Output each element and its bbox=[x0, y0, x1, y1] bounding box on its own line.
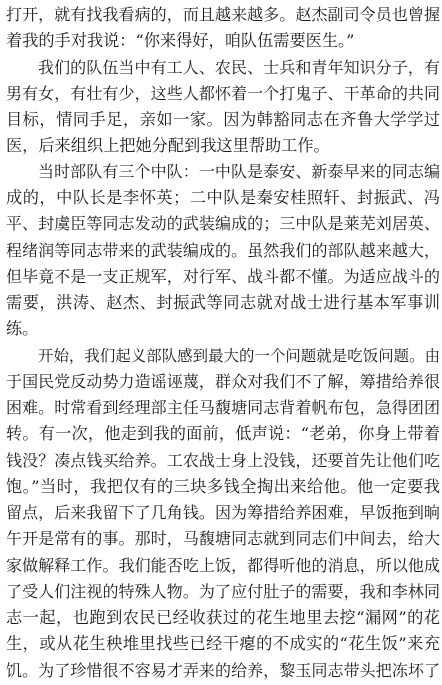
text-line: 练。 bbox=[6, 319, 39, 338]
text-line: 转。有一次，他走到我的面前，低声说：“老弟，你身上带着 bbox=[6, 424, 440, 443]
text-line: 成的，中队长是李怀英；二中队是秦安桂照轩、封振武、冯 bbox=[6, 188, 440, 207]
text-line: 了受人们注视的特殊人物。为了应付肚子的需要，我和李林同 bbox=[6, 582, 440, 601]
text-line: 钱没？凑点钱买给养。工农战士身上没钱，还要首先让他们吃 bbox=[6, 451, 440, 470]
text-line: 留点，后来我留下了几角钱。因为筹措给养困难，早饭拖到晌 bbox=[6, 503, 440, 522]
text-line: 目标，情同手足，亲如一家。因为韩豁同志在齐鲁大学学过 bbox=[6, 110, 440, 129]
text-line: 打开，就有找我看病的，而且越来越多。赵杰副司令员也曾握 bbox=[6, 5, 440, 24]
text-line: 困难。时常看到经理部主任马馥塘同志背着帆布包，急得团团 bbox=[6, 398, 440, 417]
text-line: 午开是常有的事。那时，马馥塘同志就到同志们中间去，给大 bbox=[6, 529, 440, 548]
text-line: 家做解释工作。我们能否吃上饭，都得听他的消息，所以他成 bbox=[6, 556, 440, 575]
paragraph-start-line: 开始，我们起义部队感到最大的一个问题就是吃饭问题。由 bbox=[38, 347, 440, 365]
text-line: 志一起，也跑到农民已经收获过的花生地里去挖“漏网”的花 bbox=[6, 608, 440, 627]
text-line: 于国民党反动势力造谣诬蔑，群众对我们不了解，筹措给养很 bbox=[6, 372, 440, 391]
text-line: 但毕竟不是一支正规军，对行军、战斗都不懂。为适应战斗的 bbox=[6, 267, 440, 286]
paragraph-start-line: 当时部队有三个中队：一中队是泰安、新泰早来的同志编 bbox=[38, 162, 440, 181]
text-line: 生，或从花生秧堆里找些已经干瘪的不成实的“花生饭”来充 bbox=[6, 634, 440, 653]
paragraph-start-line: 我们的队伍当中有工人、农民、士兵和青年知识分子，有 bbox=[38, 58, 440, 77]
text-line: 饱。”当时，我把仅有的三块多钱全掏出来给他。他一定要我 bbox=[6, 477, 440, 496]
text-line: 程绪润等同志带来的武装编成的。虽然我们的部队越来越大， bbox=[6, 241, 440, 260]
text-line: 需要，洪涛、赵杰、封振武等同志就对战士进行基本军事训 bbox=[6, 293, 440, 312]
text-line: 男有女，有壮有少，这些人都怀着一个打鬼子、干革命的共同 bbox=[6, 84, 440, 103]
text-line: 饥。为了珍惜很不容易才弄来的给养，黎玉同志带头把冻坏了 bbox=[6, 661, 440, 680]
text-line: 平、封虞臣等同志发动的武装编成的；三中队是莱芜刘居英、 bbox=[6, 214, 440, 233]
text-line: 医，后来组织上把她分配到我这里帮助工作。 bbox=[6, 136, 330, 155]
text-line: 着我的手对我说：“你来得好，咱队伍需要医生。” bbox=[6, 31, 355, 50]
